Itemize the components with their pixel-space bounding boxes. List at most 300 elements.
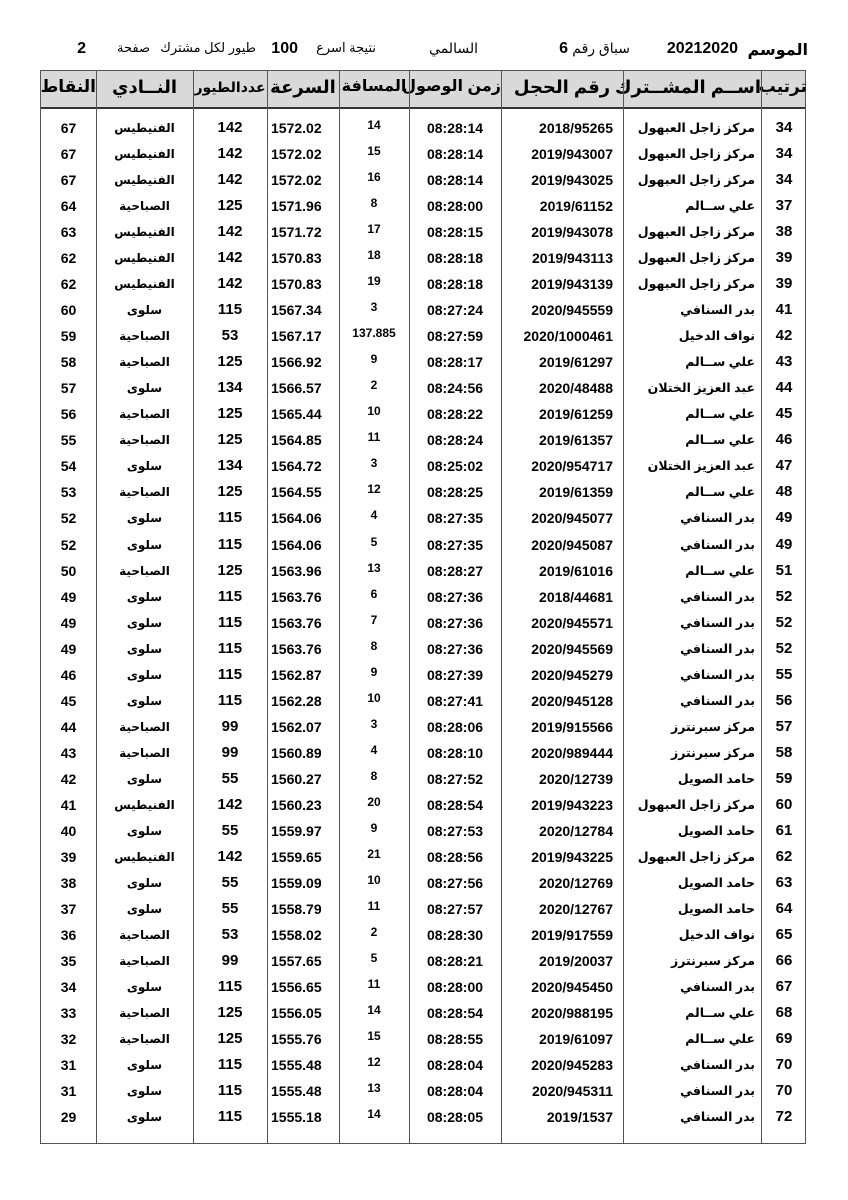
distance-cell: 137.885 <box>352 326 396 341</box>
speed-cell: 1556.65 <box>271 979 322 996</box>
rank-cell: 39 <box>775 249 793 267</box>
ring-number-cell: 2019/1537 <box>546 1109 613 1126</box>
arrival-time-cell: 08:27:36 <box>426 588 484 605</box>
distance-cell: 18 <box>367 248 381 263</box>
rank-cell: 39 <box>775 275 793 293</box>
bird-count-cell: 115 <box>217 613 243 631</box>
arrival-time-cell: 08:28:22 <box>426 406 484 423</box>
participant-name-cell: بدر السنافي <box>680 589 755 604</box>
club-cell: سلوى <box>126 511 163 526</box>
ring-number-cell: 2020/12784 <box>539 822 613 839</box>
participant-name-cell: بدر السنافي <box>680 303 755 318</box>
ring-number-cell: 2019/61359 <box>539 484 613 501</box>
bird-count-cell: 115 <box>217 639 243 657</box>
table-row <box>41 714 805 740</box>
participant-name-cell: علي ســالم <box>685 355 755 370</box>
distance-cell: 2 <box>370 924 378 939</box>
speed-cell: 1565.44 <box>271 406 322 423</box>
bird-count-cell: 99 <box>221 952 239 969</box>
rank-cell: 68 <box>775 1004 793 1022</box>
points-cell: 49 <box>60 640 77 657</box>
ring-number-cell: 2019/61259 <box>539 406 613 423</box>
distance-cell: 14 <box>367 118 381 132</box>
participant-name-cell: علي ســالم <box>685 433 755 448</box>
club-cell: الصباحية <box>119 719 170 734</box>
table-row <box>41 1104 805 1130</box>
distance-cell: 3 <box>370 300 378 315</box>
points-cell: 62 <box>60 276 77 293</box>
speed-cell: 1563.76 <box>271 588 322 605</box>
points-cell: 67 <box>60 120 77 136</box>
speed-cell: 1557.65 <box>271 953 322 969</box>
distance-cell: 10 <box>367 690 381 705</box>
distance-cell: 8 <box>370 638 378 653</box>
points-cell: 31 <box>60 1057 77 1074</box>
speed-cell: 1555.18 <box>271 1109 322 1126</box>
ring-number-cell: 2019/943078 <box>531 224 613 241</box>
page-label: صفحة <box>117 40 150 55</box>
rank-cell: 70 <box>775 1082 793 1100</box>
points-cell: 49 <box>60 614 77 631</box>
table-row <box>41 558 805 584</box>
points-cell: 64 <box>60 198 77 215</box>
bird-count-cell: 142 <box>217 795 243 813</box>
arrival-time-cell: 08:27:52 <box>426 770 484 787</box>
participant-name-cell: بدر السنافي <box>680 615 755 630</box>
participant-name-cell: بدر السنافي <box>680 1084 755 1099</box>
club-cell: سلوى <box>126 771 163 786</box>
club-cell: الصباحية <box>119 1032 170 1047</box>
arrival-time-cell: 08:28:21 <box>426 953 484 969</box>
club-cell: سلوى <box>126 667 163 682</box>
speed-cell: 1572.02 <box>271 120 322 136</box>
distance-cell: 9 <box>370 352 378 367</box>
club-cell: سلوى <box>126 875 163 890</box>
rank-cell: 65 <box>775 925 793 943</box>
speed-cell: 1563.76 <box>271 640 322 657</box>
table-row <box>41 245 805 271</box>
points-cell: 35 <box>60 953 77 969</box>
participant-name-cell: علي ســالم <box>685 563 755 578</box>
points-cell: 58 <box>60 354 77 371</box>
club-cell: الصباحية <box>119 1006 170 1021</box>
table-row <box>41 844 805 870</box>
rank-cell: 41 <box>775 301 793 319</box>
participant-name-cell: علي ســالم <box>685 485 755 500</box>
col-ring-header: رقم الحجل <box>513 77 611 97</box>
club-cell: الفنيطيس <box>114 849 175 864</box>
distance-cell: 14 <box>367 1003 381 1018</box>
rank-cell: 61 <box>775 821 793 839</box>
club-cell: الفنيطيس <box>114 797 175 812</box>
ring-number-cell: 2019/943139 <box>531 276 613 293</box>
points-cell: 60 <box>60 302 77 319</box>
participant-name-cell: نواف الدخيل <box>678 927 755 942</box>
arrival-time-cell: 08:27:41 <box>426 692 484 709</box>
speed-cell: 1566.92 <box>271 354 322 371</box>
ring-number-cell: 2018/95265 <box>539 120 613 136</box>
table-row <box>41 1078 805 1104</box>
speed-cell: 1555.76 <box>271 1031 322 1048</box>
bird-count-cell: 55 <box>221 821 239 839</box>
distance-cell: 8 <box>370 196 378 211</box>
table-row <box>41 193 805 219</box>
participant-name-cell: مركز زاجل العبهول <box>637 173 755 188</box>
participant-name-cell: علي ســالم <box>685 1006 755 1021</box>
table-row <box>41 792 805 818</box>
ring-number-cell: 2019/943025 <box>531 172 613 189</box>
table-row <box>41 271 805 297</box>
bird-count-cell: 142 <box>217 145 243 163</box>
distance-cell: 12 <box>367 1055 381 1070</box>
points-cell: 54 <box>60 458 77 475</box>
bird-count-cell: 115 <box>217 535 243 553</box>
club-cell: سلوى <box>126 537 163 552</box>
bird-count-cell: 142 <box>217 223 243 241</box>
rank-cell: 47 <box>775 457 793 475</box>
col-speed-header: السرعة <box>270 77 336 97</box>
bird-count-cell: 115 <box>217 978 243 996</box>
distance-cell: 10 <box>367 404 381 419</box>
club-cell: الصباحية <box>119 199 170 214</box>
col-distance-header: المسافة <box>341 78 407 95</box>
distance-cell: 7 <box>370 612 378 627</box>
speed-cell: 1559.97 <box>271 822 322 839</box>
club-cell: الفنيطيس <box>114 121 175 135</box>
ring-number-cell: 2019/943223 <box>531 796 613 813</box>
distance-cell: 11 <box>367 898 381 913</box>
participant-name-cell: بدر السنافي <box>680 693 755 708</box>
rank-cell: 63 <box>775 873 793 891</box>
distance-cell: 4 <box>370 508 378 523</box>
rank-cell: 59 <box>775 769 793 787</box>
ring-number-cell: 2019/61297 <box>539 354 613 371</box>
table-row <box>41 870 805 896</box>
club-cell: الصباحية <box>119 745 170 760</box>
distance-cell: 8 <box>370 768 378 783</box>
ring-number-cell: 2020/945450 <box>531 979 613 996</box>
speed-cell: 1564.85 <box>271 432 322 449</box>
arrival-time-cell: 08:28:10 <box>426 744 484 761</box>
club-cell: سلوى <box>126 693 163 708</box>
ring-number-cell: 2020/945279 <box>531 666 613 683</box>
points-cell: 46 <box>60 666 77 683</box>
points-cell: 67 <box>60 172 77 189</box>
race-label: سباق رقم <box>572 40 630 56</box>
rank-cell: 51 <box>775 561 793 579</box>
speed-cell: 1562.28 <box>271 692 322 709</box>
ring-number-cell: 2020/945569 <box>531 640 613 657</box>
participant-name-cell: مركز سبرنترز <box>671 954 755 968</box>
club-cell: الصباحية <box>119 407 170 422</box>
speed-cell: 1571.96 <box>271 198 322 215</box>
bird-count-cell: 142 <box>217 275 243 293</box>
club-cell: سلوى <box>126 303 163 318</box>
distance-cell: 11 <box>367 430 381 445</box>
participant-name-cell: مركز زاجل العبهول <box>637 797 755 812</box>
table-row <box>41 167 805 193</box>
rank-cell: 60 <box>775 795 793 813</box>
page-header <box>40 40 808 66</box>
bird-count-cell: 115 <box>217 691 243 709</box>
speed-cell: 1572.02 <box>271 172 322 189</box>
arrival-time-cell: 08:24:56 <box>426 380 484 397</box>
points-cell: 33 <box>60 1005 77 1022</box>
points-cell: 49 <box>60 588 77 605</box>
points-cell: 41 <box>60 796 77 813</box>
ring-number-cell: 2020/945077 <box>531 510 613 527</box>
col-club-header: النــادي <box>111 77 178 97</box>
birds-per-member-value: 100 <box>271 40 298 57</box>
distance-cell: 6 <box>370 586 378 601</box>
club-cell: الصباحية <box>119 329 170 344</box>
club-cell: الصباحية <box>119 485 170 500</box>
points-cell: 36 <box>60 926 77 943</box>
race-number: 6 <box>559 40 568 57</box>
distance-cell: 10 <box>367 872 381 887</box>
distance-cell: 11 <box>367 977 381 992</box>
participant-name-cell: مركز سبرنترز <box>671 719 755 734</box>
rank-cell: 64 <box>775 899 793 917</box>
ring-number-cell: 2020/988195 <box>531 1005 613 1022</box>
club-cell: الصباحية <box>119 433 170 448</box>
arrival-time-cell: 08:27:57 <box>426 900 484 917</box>
arrival-time-cell: 08:28:04 <box>426 1057 484 1074</box>
participant-name-cell: مركز سبرنترز <box>671 745 755 760</box>
ring-number-cell: 2020/12739 <box>539 770 613 787</box>
points-cell: 59 <box>60 328 77 345</box>
rank-cell: 44 <box>775 379 793 397</box>
arrival-time-cell: 08:28:25 <box>426 484 484 501</box>
ring-number-cell: 2020/945087 <box>531 536 613 553</box>
rank-cell: 57 <box>775 717 793 735</box>
bird-count-cell: 99 <box>221 717 239 735</box>
speed-cell: 1555.48 <box>271 1057 322 1074</box>
club-cell: سلوى <box>126 901 163 916</box>
distance-cell: 15 <box>367 144 381 159</box>
rank-cell: 58 <box>775 743 793 761</box>
distance-cell: 5 <box>370 951 378 965</box>
ring-number-cell: 2020/945311 <box>532 1083 613 1100</box>
table-row <box>41 219 805 245</box>
ring-number-cell: 2019/61097 <box>539 1031 613 1048</box>
arrival-time-cell: 08:27:35 <box>426 536 484 553</box>
participant-name-cell: مركز زاجل العبهول <box>637 251 755 266</box>
speed-cell: 1559.09 <box>271 874 322 891</box>
rank-cell: 56 <box>775 691 793 709</box>
participant-name-cell: مركز زاجل العبهول <box>637 225 755 240</box>
points-cell: 50 <box>60 562 77 579</box>
rank-cell: 48 <box>775 483 793 501</box>
rank-cell: 49 <box>775 509 793 527</box>
club-cell: الصباحية <box>119 355 170 370</box>
table-row <box>41 323 805 349</box>
points-cell: 37 <box>60 900 77 917</box>
rank-cell: 52 <box>775 639 793 657</box>
table-row <box>41 584 805 610</box>
table-row <box>41 453 805 479</box>
club-cell: سلوى <box>126 823 163 838</box>
participant-name-cell: حامد الصويل <box>677 875 755 890</box>
table-row <box>41 610 805 636</box>
bird-count-cell: 125 <box>217 353 243 371</box>
ring-number-cell: 2019/943113 <box>532 250 613 267</box>
table-row <box>41 766 805 792</box>
col-birds-header: عددالطيور <box>194 79 266 95</box>
club-cell: الفنيطيس <box>114 251 175 266</box>
arrival-time-cell: 08:28:54 <box>426 1005 484 1022</box>
points-cell: 43 <box>60 744 77 761</box>
speed-cell: 1570.83 <box>271 250 322 267</box>
points-cell: 42 <box>60 770 77 787</box>
table-row <box>41 662 805 688</box>
birds-per-member-label: طيور لكل مشترك <box>160 40 256 55</box>
arrival-time-cell: 08:27:56 <box>426 874 484 891</box>
club-cell: الصباحية <box>119 927 170 942</box>
col-rank-header: ترتيب <box>758 77 807 96</box>
participant-name-cell: بدر السنافي <box>680 980 755 995</box>
participant-name-cell: بدر السنافي <box>680 511 755 526</box>
ring-number-cell: 2020/945283 <box>531 1057 613 1074</box>
participant-name-cell: حامد الصويل <box>677 823 755 838</box>
participant-name-cell: مركز زاجل العبهول <box>637 277 755 292</box>
arrival-time-cell: 08:28:24 <box>426 432 484 449</box>
participant-name-cell: مركز زاجل العبهول <box>637 121 755 135</box>
points-cell: 31 <box>60 1083 77 1100</box>
arrival-time-cell: 08:28:30 <box>426 926 484 943</box>
bird-count-cell: 125 <box>217 561 243 579</box>
rank-cell: 38 <box>775 223 793 241</box>
bird-count-cell: 134 <box>217 457 243 475</box>
club-cell: الفنيطيس <box>114 173 175 188</box>
points-cell: 39 <box>60 848 77 865</box>
speed-cell: 1564.06 <box>271 536 322 553</box>
points-cell: 57 <box>60 380 77 397</box>
bird-count-cell: 134 <box>217 379 243 397</box>
rank-cell: 52 <box>775 587 793 605</box>
ring-number-cell: 2020/12767 <box>539 900 613 917</box>
arrival-time-cell: 08:27:35 <box>426 510 484 527</box>
participant-name-cell: مركز زاجل العبهول <box>637 147 755 162</box>
rank-cell: 42 <box>775 327 793 345</box>
arrival-time-cell: 08:27:36 <box>426 640 484 657</box>
points-cell: 52 <box>60 536 77 553</box>
rank-cell: 69 <box>775 1030 793 1048</box>
club-cell: سلوى <box>126 589 163 604</box>
rank-cell: 66 <box>775 952 793 969</box>
speed-cell: 1572.02 <box>271 146 322 163</box>
table-row <box>41 349 805 375</box>
table-row <box>41 974 805 1000</box>
club-cell: سلوى <box>126 459 163 474</box>
season-value: 20212020 <box>666 40 738 57</box>
distance-cell: 9 <box>370 664 378 679</box>
speed-cell: 1567.17 <box>271 328 322 345</box>
bird-count-cell: 142 <box>217 847 243 865</box>
arrival-time-cell: 08:28:05 <box>426 1109 484 1126</box>
points-cell: 29 <box>60 1109 77 1126</box>
bird-count-cell: 125 <box>217 197 243 215</box>
distance-cell: 3 <box>370 456 378 471</box>
participant-name-cell: مركز زاجل العبهول <box>637 849 755 864</box>
speed-cell: 1564.06 <box>271 510 322 527</box>
bird-count-cell: 115 <box>217 301 243 319</box>
points-cell: 38 <box>60 874 77 891</box>
speed-cell: 1564.72 <box>271 458 322 475</box>
rank-cell: 72 <box>775 1108 793 1126</box>
bird-count-cell: 142 <box>217 249 243 267</box>
distance-cell: 20 <box>367 794 381 809</box>
race-location: السالمي <box>429 40 478 56</box>
points-cell: 45 <box>60 692 77 709</box>
rank-cell: 62 <box>775 847 793 865</box>
participant-name-cell: نواف الدخيل <box>678 329 755 344</box>
speed-cell: 1563.96 <box>271 562 322 579</box>
bird-count-cell: 115 <box>217 1056 243 1074</box>
arrival-time-cell: 08:28:14 <box>426 146 484 163</box>
bird-count-cell: 142 <box>217 171 243 189</box>
arrival-time-cell: 08:28:55 <box>426 1031 484 1048</box>
table-row <box>41 688 805 714</box>
table-row <box>41 505 805 531</box>
table-row <box>41 375 805 401</box>
arrival-time-cell: 08:27:59 <box>426 328 484 345</box>
points-cell: 62 <box>60 250 77 267</box>
rank-cell: 34 <box>775 119 793 136</box>
speed-cell: 1571.72 <box>271 224 322 241</box>
table-row <box>41 1052 805 1078</box>
table-row <box>41 532 805 558</box>
ring-number-cell: 2019/20037 <box>539 953 613 969</box>
rank-cell: 52 <box>775 613 793 631</box>
distance-cell: 15 <box>367 1029 381 1044</box>
points-cell: 56 <box>60 406 77 423</box>
table-row <box>41 297 805 323</box>
table-row <box>41 427 805 453</box>
rank-cell: 43 <box>775 353 793 371</box>
ring-number-cell: 2019/915566 <box>531 718 613 735</box>
participant-name-cell: بدر السنافي <box>680 667 755 682</box>
bird-count-cell: 142 <box>217 119 243 136</box>
ring-number-cell: 2019/943007 <box>531 146 613 163</box>
arrival-time-cell: 08:28:18 <box>426 276 484 293</box>
bird-count-cell: 99 <box>221 743 239 761</box>
rank-cell: 55 <box>775 665 793 683</box>
rank-cell: 70 <box>775 1056 793 1074</box>
rank-cell: 49 <box>775 535 793 553</box>
table-row <box>41 1000 805 1026</box>
participant-name-cell: عبد العزيز الختلان <box>647 459 755 474</box>
bird-count-cell: 53 <box>221 327 239 345</box>
arrival-time-cell: 08:27:24 <box>426 302 484 319</box>
table-row <box>41 922 805 948</box>
ring-number-cell: 2020/12769 <box>539 874 613 891</box>
distance-cell: 9 <box>370 820 378 835</box>
points-cell: 34 <box>60 979 77 996</box>
rank-cell: 34 <box>775 171 793 189</box>
table-row <box>41 948 805 974</box>
arrival-time-cell: 08:28:27 <box>426 562 484 579</box>
results-table <box>40 70 806 1144</box>
participant-name-cell: بدر السنافي <box>680 1058 755 1073</box>
rank-cell: 46 <box>775 431 793 449</box>
ring-number-cell: 2019/943225 <box>531 848 613 865</box>
bird-count-cell: 125 <box>217 431 243 449</box>
speed-cell: 1564.55 <box>271 484 322 501</box>
club-cell: الصباحية <box>119 954 170 968</box>
table-row <box>41 818 805 844</box>
arrival-time-cell: 08:28:00 <box>426 198 484 215</box>
